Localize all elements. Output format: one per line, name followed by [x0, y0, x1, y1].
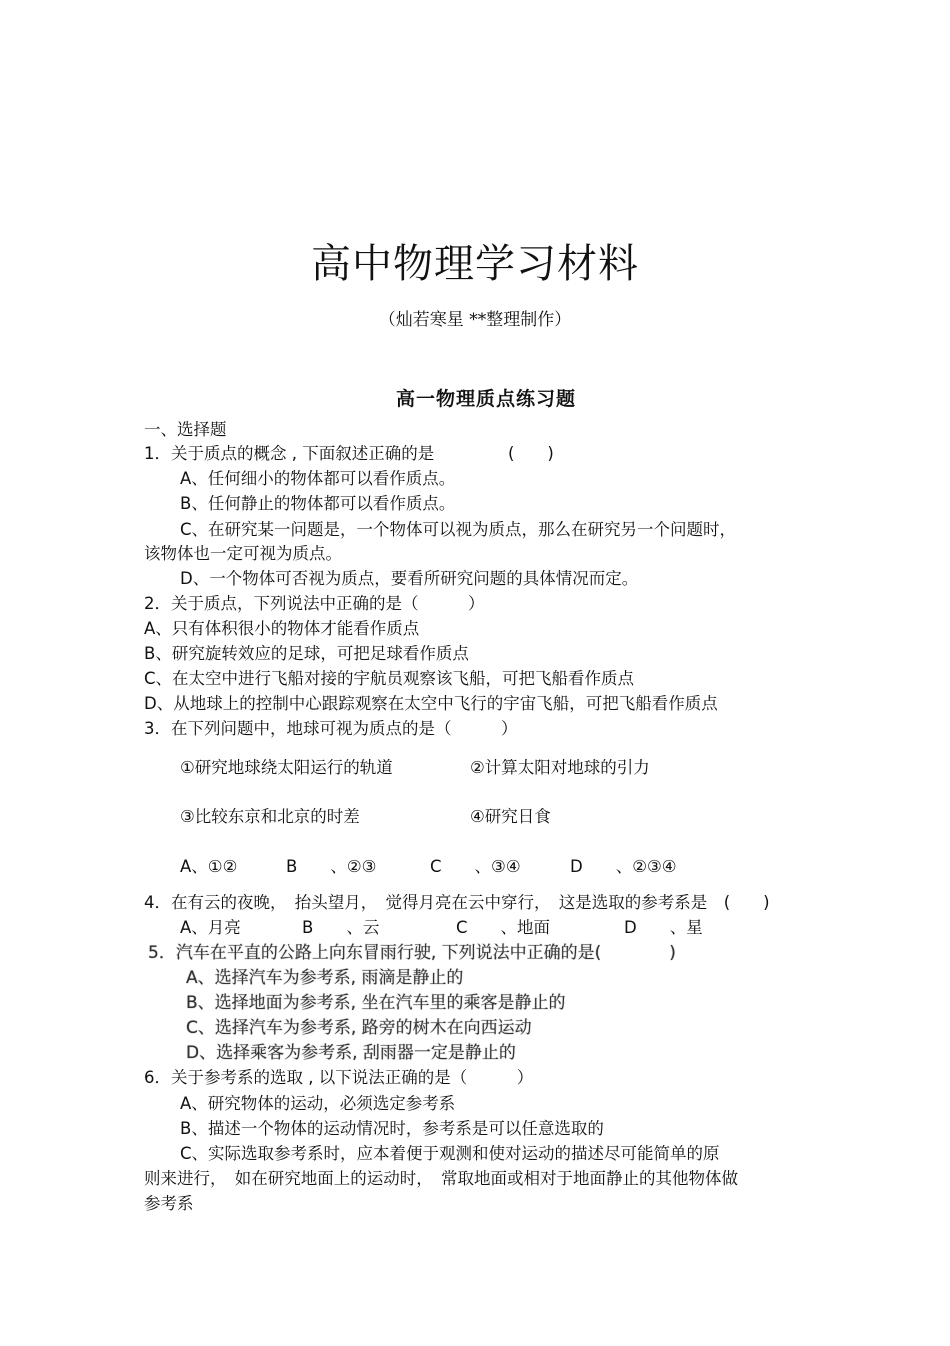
q3-item-4: ④研究日食 [470, 807, 551, 826]
q6-stem: 6．关于参考系的选取 , 以下说法正确的是（ ） [144, 1068, 534, 1087]
q4-option-d: D 、星 [624, 918, 703, 937]
q5-option-a: A、选择汽车为参考系, 雨滴是静止的 [186, 968, 464, 988]
q3-option-b: B 、②③ [286, 857, 377, 876]
q6-option-a: A、研究物体的运动，必须选定参考系 [180, 1094, 456, 1113]
q3-item-2: ②计算太阳对地球的引力 [470, 758, 650, 777]
document-subtitle: （灿若寒星 **整理制作） [378, 310, 572, 330]
q3-item-1: ①研究地球绕太阳运行的轨道 [180, 758, 393, 777]
q3-option-d: D 、②③④ [570, 857, 677, 876]
document-title: 高中物理学习材料 [311, 241, 639, 287]
q5-option-c: C、选择汽车为参考系, 路旁的树木在向西运动 [186, 1018, 532, 1038]
q3-option-c: C 、③④ [430, 857, 521, 876]
q6-option-c-line3: 参考系 [144, 1194, 194, 1213]
q3-item-3: ③比较东京和北京的时差 [180, 807, 360, 826]
exercise-heading: 高一物理质点练习题 [395, 388, 576, 410]
q1-option-c-line1: C、在研究某一问题是，一个物体可以视为质点，那么在研究另一个问题时， [180, 520, 737, 539]
q5-option-d: D、选择乘客为参考系, 刮雨器一定是静止的 [186, 1043, 516, 1063]
q1-option-d: D、一个物体可否视为质点，要看所研究问题的具体情况而定。 [180, 569, 639, 588]
q6-option-b: B、描述一个物体的运动情况时，参考系是可以任意选取的 [180, 1119, 604, 1138]
q2-option-d: D、从地球上的控制中心跟踪观察在太空中飞行的宇宙飞船，可把飞船看作质点 [144, 694, 718, 713]
q4-option-b: B 、云 [302, 918, 380, 937]
q4-option-c: C 、地面 [456, 918, 551, 937]
q2-option-a: A、只有体积很小的物体才能看作质点 [144, 619, 420, 638]
q2-option-b: B、研究旋转效应的足球，可把足球看作质点 [144, 644, 469, 663]
q1-stem: 1．关于质点的概念 , 下面叙述正确的是 [144, 444, 435, 463]
q4-option-a: A、月亮 [180, 918, 241, 937]
q6-option-c-line2: 则来进行， 如在研究地面上的运动时， 常取地面或相对于地面静止的其他物体做 [144, 1169, 738, 1188]
q2-option-c: C、在太空中进行飞船对接的宇航员观察该飞船，可把飞船看作质点 [144, 669, 635, 688]
q1-option-a: A、任何细小的物体都可以看作质点。 [180, 469, 456, 488]
q1-option-c-line2: 该物体也一定可视为质点。 [144, 544, 342, 563]
q3-option-a: A、①② [180, 857, 238, 876]
q2-stem: 2．关于质点，下列说法中正确的是（ ） [144, 594, 485, 613]
q6-option-c-line1: C、实际选取参考系时，应本着便于观测和使对运动的描述尽可能简单的原 [180, 1144, 720, 1163]
section-title: 一、选择题 [144, 420, 227, 439]
q5-stem: 5．汽车在平直的公路上向东冒雨行驶, 下列说法中正确的是( ) [148, 943, 676, 963]
q5-option-b: B、选择地面为参考系, 坐在汽车里的乘客是静止的 [186, 993, 566, 1013]
q1-answer-paren: ( ) [508, 444, 554, 463]
q4-stem: 4．在有云的夜晚， 抬头望月， 觉得月亮在云中穿行， 这是选取的参考系是 ( ) [144, 893, 770, 912]
q1-option-b: B、任何静止的物体都可以看作质点。 [180, 494, 456, 513]
q3-stem: 3．在下列问题中，地球可视为质点的是（ ） [144, 719, 518, 738]
